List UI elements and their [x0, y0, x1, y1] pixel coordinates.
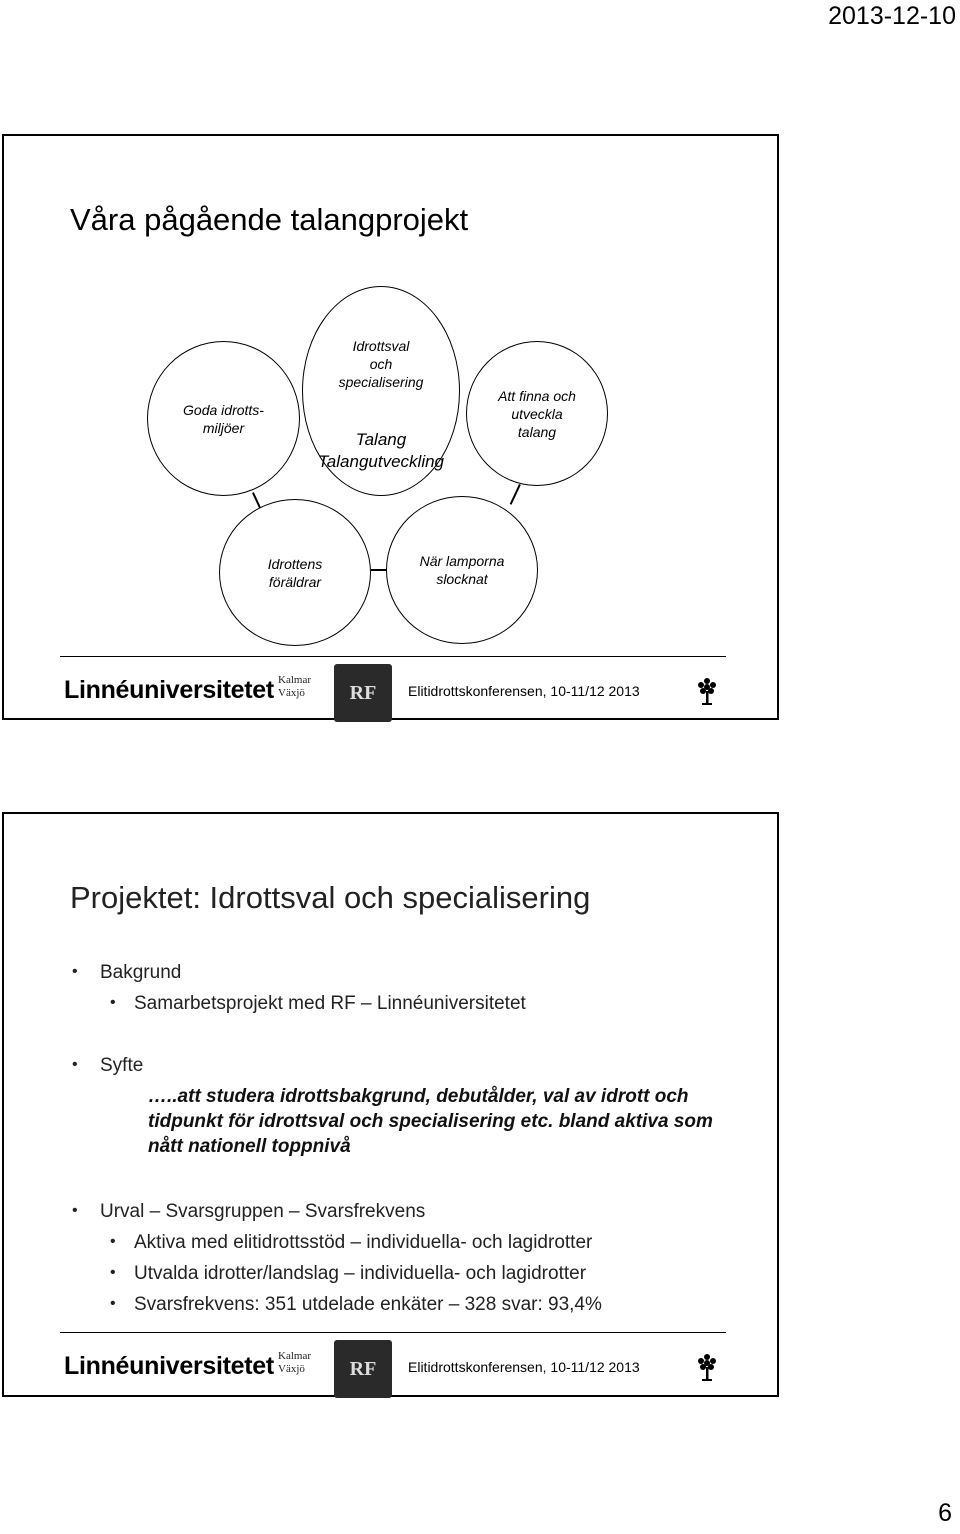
purpose-text: …..att studera idrottsbakgrund, debutålder, val av idrott och tidpunkt för idrottsval och specialisering etc. bland aktiva som nått nationell toppnivå: [148, 1086, 713, 1157]
bullet-urval: • Urval – Svarsgruppen – Svarsfrekvens: [100, 1201, 425, 1223]
circle-good-environments: [147, 341, 300, 496]
university-places: Kalmar Växjö: [278, 1350, 311, 1375]
circle-label: Idrottens föräldrar: [267, 555, 323, 590]
circle-label: Idrottsval och specialisering: [338, 338, 424, 390]
circle-when-lights-go-out: [386, 496, 538, 644]
connector-line: [510, 484, 521, 505]
bullet-urval-item: • Utvalda idrotter/landslag – individuella- och lagidrotter: [134, 1263, 586, 1285]
page-number: 6: [938, 1499, 952, 1527]
slide-footer: [60, 656, 726, 716]
bullet-urval-item: • Svarsfrekvens: 351 utdelade enkäter – 328 svar: 93,4%: [134, 1294, 602, 1316]
header-date: 2013-12-10: [828, 2, 956, 30]
circle-label: Goda idrotts- miljöer: [183, 401, 264, 436]
circle-find-develop-talent: [466, 341, 608, 486]
bullet-bakgrund: • Bakgrund: [100, 962, 181, 984]
bullet-bakgrund-sub: • Samarbetsprojekt med RF – Linnéuniversitetet: [134, 993, 526, 1015]
slide-talent-projects: [2, 134, 779, 720]
circle-sport-choice-specialisation: [302, 286, 460, 496]
university-logo: Linnéuniversitetet: [64, 676, 274, 704]
slide-title: Våra pågående talangprojekt: [70, 202, 469, 237]
circle-label: När lamporna slocknat: [419, 553, 505, 587]
connector-line: [371, 569, 386, 571]
rf-logo: RF: [334, 1340, 392, 1398]
slide-title: Projektet: Idrottsval och specialisering: [70, 880, 591, 915]
conference-label: Elitidrottskonferensen, 10-11/12 2013: [408, 683, 640, 699]
bullet-syfte: • Syfte: [100, 1055, 143, 1077]
bullet-urval-item: • Aktiva med elitidrottsstöd – individuella- och lagidrotter: [134, 1232, 592, 1254]
rf-logo: RF: [334, 664, 392, 722]
university-places: Kalmar Växjö: [278, 674, 311, 699]
circle-center-subtitle: Talang Talangutveckling: [317, 430, 444, 471]
tree-icon: [696, 676, 718, 706]
circle-sports-parents: [219, 499, 371, 646]
footer-divider: [60, 656, 726, 657]
conference-label: Elitidrottskonferensen, 10-11/12 2013: [408, 1359, 640, 1375]
university-logo: Linnéuniversitetet: [64, 1352, 274, 1380]
bullet-list: [4, 814, 777, 1395]
footer-divider: [60, 1332, 726, 1333]
tree-icon: [696, 1352, 718, 1382]
circle-label: Att finna och utveckla talang: [498, 387, 576, 440]
slide-footer: [60, 1332, 726, 1392]
slide-project-details: [2, 812, 779, 1397]
